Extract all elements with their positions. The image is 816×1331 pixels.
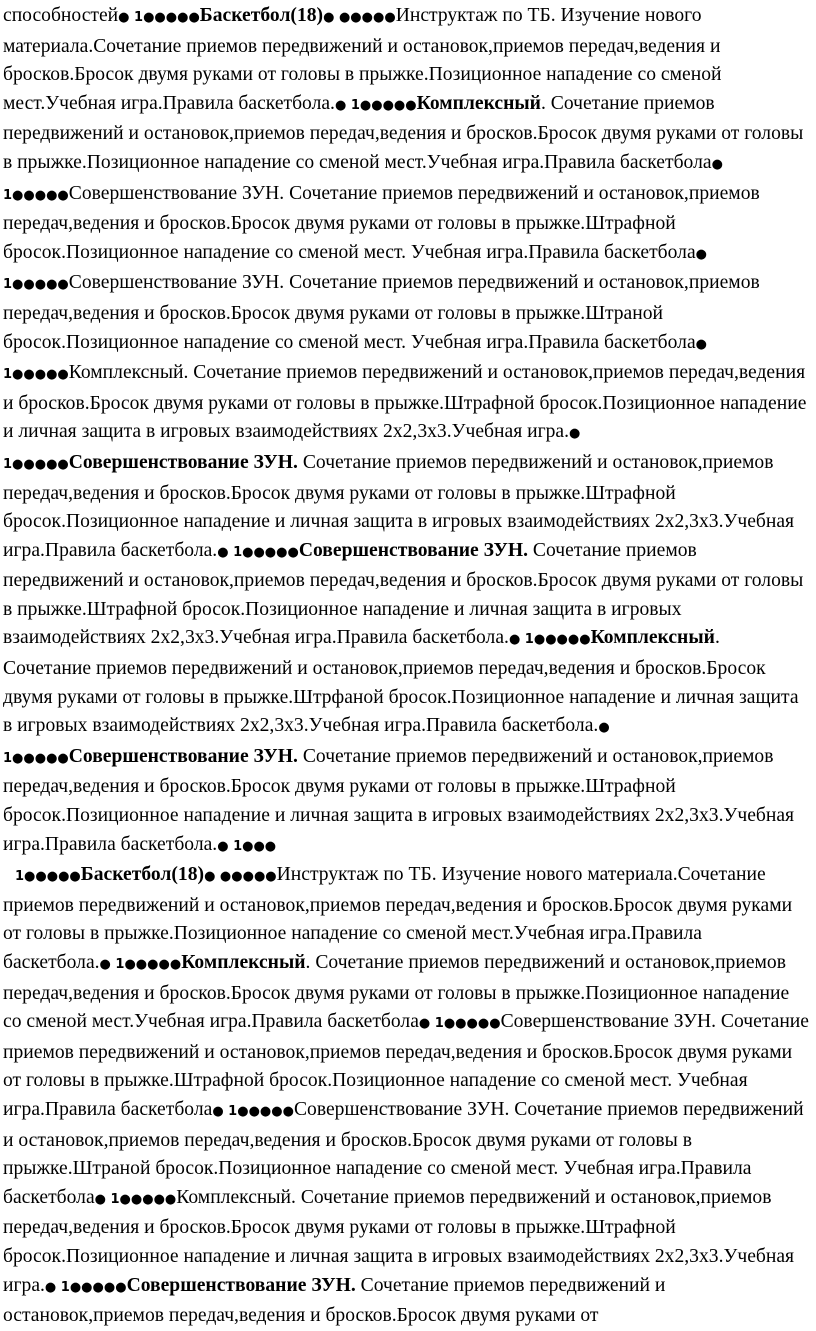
bullet-marker: ● 1●●●●●	[44, 1279, 127, 1295]
body-text: Комплексный. Сочетание приемов передвижений и остановок,приемов передач,ведения и бросков.Бросок двумя руками от головы в прыжке.Штрафной бросок.Позиционное нападение и личная защита в игровых взаимодействиях 2х2,3х3.Учебная игра.	[3, 1186, 795, 1296]
bullet-marker: ● 1●●●	[217, 838, 277, 854]
bullet-marker: ● 1●●●●●	[99, 957, 182, 972]
body-text: Инструктаж по ТБ. Изучение нового материала.Сочетание приемов передвижений и остановок,приемов передач,ведения и бросков.Бросок двумя руками от головы в прыжке.Позиционное нападение со сменой мест.Учебная игра.Правила баскетбола.	[3, 864, 793, 973]
bullet-marker: ● 1●●●●●	[3, 246, 707, 293]
body-text: Совершенствование ЗУН. Сочетание приемов передвижений и остановок,приемов передач,ведения и бросков.Бросок двумя руками от головы в прыжке.Штраной бросок.Позиционное нападение со сменой мест. Учебная игра.Правила баскетбола	[3, 272, 760, 353]
bullet-marker: ● 1●●●●●	[3, 156, 723, 203]
bullet-marker: ● 1●●●●●	[508, 632, 591, 648]
body-text: . Сочетание приемов передвижений и остановок,приемов передач,ведения и бросков.Бросок двумя руками от головы в прыжке.Позиционное нападение со сменой мест.Учебная игра.Правила баскетбола	[3, 92, 804, 173]
bullet-marker: 1●●●●●	[15, 869, 81, 885]
bold-heading-text: Совершенствование ЗУН.	[126, 1274, 356, 1296]
bullet-marker: ● 1●●●●●	[3, 720, 610, 766]
bullet-marker: ● 1●●●●●	[118, 10, 200, 25]
body-text: Сочетание приемов передвижений и остановок,приемов передач,ведения и бросков.Бросок двумя руками от головы в прыжке.Штрафной бросок.Позиционное нападение и личная защита в игровых взаимодействиях 2х2,3х3.Учебная игра.Правила баскетбола.	[3, 745, 795, 855]
bullet-marker: ● 1●●●●●	[94, 1191, 177, 1207]
body-text: Сочетание приемов передвижений и остановок,приемов передач,ведения и бросков.Бросок двумя руками от головы в прыжке.Штрафной бросок.Позиционное нападение и личная защита в игровых взаимодействиях 2х2,3х3.Учебная игра.Правила баскетбола.	[3, 539, 804, 649]
bold-heading-text: Комплексный	[416, 92, 541, 114]
bullet-marker: ● ●●●●●	[204, 869, 277, 885]
bold-heading-text: Совершенствование ЗУН.	[68, 451, 298, 473]
bullet-marker: ● ●●●●●	[323, 10, 396, 25]
bold-heading-text: Баскетбол(18)	[199, 5, 324, 26]
body-text: Инструктаж по ТБ. Изучение нового материала.Сочетание приемов передвижений и остановок,приемов передач,ведения и бросков.Бросок двумя руками от головы в прыжке.Позиционное нападение со сменой мест.Учебная игра.Правила баскетбола.	[3, 5, 722, 114]
bold-heading-text: Совершенствование ЗУН.	[298, 539, 529, 561]
body-text: способностей	[3, 5, 119, 26]
body-text: . Сочетание приемов передвижений и остановок,приемов передач,ведения и бросков.Бросок двумя руками от головы в прыжке.Штрфаной бросок.Позиционное нападение и личная защита в игровых взаимодействиях 2х2,3х3.Учебная игра.Правила баскетбола.	[3, 627, 799, 737]
bullet-marker: ● 1●●●●●	[3, 426, 581, 472]
bullet-marker: ● 1●●●●●	[334, 97, 417, 113]
bold-heading-text: Комплексный	[181, 952, 306, 973]
body-text: Совершенствование ЗУН. Сочетание приемов передвижений и остановок,приемов передач,ведения и бросков.Бросок двумя руками от головы в прыжке.Штрафной бросок.Позиционное нападение со сменой мест. Учебная игра.Правила баскетбола	[3, 182, 760, 263]
bullet-marker: ● 1●●●●●	[217, 544, 299, 560]
body-text: Комплексный. Сочетание приемов передвижений и остановок,приемов передач,ведения и бросков.Бросок двумя руками от головы в прыжке.Штрафной бросок.Позиционное нападение и личная защита в игровых взаимодействиях 2х2,3х3.Учебная игра.	[3, 362, 807, 443]
bullet-marker: ● 1●●●●●	[3, 336, 707, 383]
bullet-marker: ● 1●●●●●	[212, 1103, 294, 1119]
bullet-marker: ● 1●●●●●	[418, 1016, 501, 1032]
body-text: Сочетание приемов передвижений и остановок,приемов передач,ведения и бросков.Бросок двумя руками от головы в прыжке.Штрафной бросок.Позиционное нападение и личная защита в игровых взаимодействиях 2х2,3х3.Учебная игра.Правила баскетбола.	[3, 451, 795, 561]
bold-heading-text: Комплексный	[590, 627, 715, 649]
body-text: . Сочетание приемов передвижений и остановок,приемов передач,ведения и бросков.Бросок двумя руками от головы в прыжке.Позиционное нападение со сменой мест.Учебная игра.Правила баскетбола	[3, 952, 790, 1033]
body-text: Совершенствование ЗУН. Сочетание приемов передвижений и остановок,приемов передач,ведения и бросков.Бросок двумя руками от головы в прыжке.Штрафной бросок.Позиционное нападение со сменой мест. Учебная игра.Правила баскетбола	[3, 1011, 809, 1120]
bold-heading-text: Баскетбол(18)	[80, 864, 205, 886]
bold-heading-text: Совершенствование ЗУН.	[68, 745, 298, 767]
lesson-plan-paragraph-2	[3, 861, 810, 1331]
lesson-plan-paragraph-1	[3, 2, 810, 861]
body-text: Совершенствование ЗУН. Сочетание приемов передвижений и остановок,приемов передач,ведения и бросков.Бросок двумя руками от головы в прыжке.Штраной бросок.Позиционное нападение со сменой мест. Учебная игра.Правила баскетбола	[3, 1098, 804, 1208]
body-text: Сочетание приемов передвижений и остановок,приемов передач,ведения и бросков.Бросок двумя руками от	[3, 1274, 666, 1327]
